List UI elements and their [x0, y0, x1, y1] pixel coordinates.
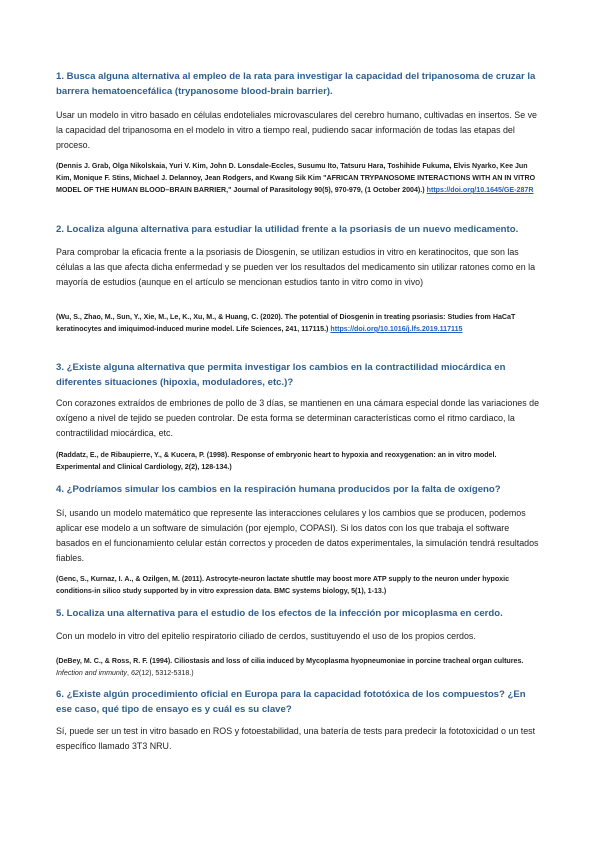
section-4 — [56, 482, 542, 497]
answer-5: Con un modelo in vitro del epitelio respiratorio ciliado de cerdos, sustituyendo el uso de los propios cerdos. — [56, 631, 476, 641]
reference-2-block — [56, 311, 542, 335]
reference-5-sep: , — [126, 669, 131, 677]
answer-5-block — [56, 629, 542, 644]
reference-2-link[interactable]: https://doi.org/10.1016/j.lfs.2019.117115 — [330, 325, 463, 333]
question-6: 6. ¿Existe algún procedimiento oficial en Europa para la capacidad fototóxica de los compuestos? ¿En ese caso, qué tipo de ensayo es y cuál es su clave? — [56, 689, 526, 715]
answer-1-block — [56, 108, 542, 153]
reference-3: (Raddatz, E., de Ribaupierre, Y., & Kucera, P. (1998). Response of embryonic heart to hypoxia and reoxygenation: an in vitro model. Experimental and Clinical Cardiology, 2(2), 128-134.) — [56, 451, 497, 471]
answer-1: Usar un modelo in vitro basado en células endoteliales microvasculares del cerebro humano, cultivadas en insertos. Se ve la capacidad del tripanosoma en el modelo in vitro a tiempo real, pudiendo sacar información de todas las etapas del proceso. — [56, 110, 537, 150]
answer-3-block — [56, 396, 542, 441]
reference-1-text: (Dennis J. Grab, Olga Nikolskaia, Yuri V. Kim, John D. Lonsdale-Eccles, Susumu Ito, Tatsuru Hara, Toshihide Fukuma, Elvis Nyarko, Kee Jun Kim, Monique F. Stins, Michael J. Delannoy, Jean Rodgers, and Kwang Sik Kim "AFRICAN TRYPANOSOME INTERACTIONS WITH AN IN VITRO MODEL OF THE HUMAN BLOOD–BRAIN BARRIER," Journal of Parasitology 90(5), 970-979, (1 October 2004).) — [56, 162, 536, 194]
section-5 — [56, 606, 542, 621]
question-3: 3. ¿Existe alguna alternativa que permita investigar los cambios en la contractilidad miocárdica en diferentes situaciones (hipoxia, moduladores, etc.)? — [56, 362, 506, 388]
question-1: 1. Busca alguna alternativa al empleo de la rata para investigar la capacidad del tripanosoma de cruzar la barrera hematoencefálica (trypanosome blood-brain barrier). — [56, 71, 536, 97]
section-3 — [56, 360, 542, 390]
reference-4-block — [56, 573, 542, 597]
question-4: 4. ¿Podríamos simular los cambios en la respiración humana producidos por la falta de oxígeno? — [56, 484, 501, 495]
answer-6-block — [56, 724, 542, 754]
answer-4-block — [56, 506, 542, 566]
reference-2-text: (Wu, S., Zhao, M., Sun, Y., Xie, M., Le, K., Xu, M., & Huang, C. (2020). The potential of Diosgenin in treating psoriasis: Studies from HaCaT keratinocytes and imiquimod-induced murine model. Life Sciences, 241, 117115.) — [56, 313, 516, 333]
reference-4: (Genc, S., Kurnaz, I. A., & Ozilgen, M. (2011). Astrocyte-neuron lactate shuttle may boost more ATP supply to the neuron under hypoxic conditions-in silico study supported by in vitro expression data. BMC systems biology, 5(1), 1-13.) — [56, 575, 510, 595]
question-5: 5. Localiza una alternativa para el estudio de los efectos de la infección por micoplasma en cerdo. — [56, 608, 503, 619]
question-2: 2. Localiza alguna alternativa para estudiar la utilidad frente a la psoriasis de un nuevo medicamento. — [56, 224, 519, 235]
reference-5-journal: Infection and immunity — [56, 669, 127, 677]
reference-1 — [56, 160, 542, 196]
section-1 — [56, 69, 542, 99]
reference-5-text: (DeBey, M. C., & Ross, R. F. (1994). Ciliostasis and loss of cilia induced by Mycoplasma hyopneumoniae in porcine tracheal organ cultures. — [56, 657, 524, 665]
reference-2 — [56, 311, 542, 335]
reference-1-block — [56, 160, 542, 196]
reference-5-pages: (12), 5312-5318.) — [138, 669, 194, 677]
section-6 — [56, 687, 542, 717]
answer-2-block — [56, 245, 542, 290]
reference-5 — [56, 655, 542, 679]
reference-1-link[interactable]: https://doi.org/10.1645/GE-287R — [426, 186, 534, 194]
reference-5-block — [56, 655, 542, 679]
reference-3-block — [56, 449, 542, 473]
answer-6: Sí, puede ser un test in vitro basado en ROS y fotoestabilidad, una batería de tests para predecir la fototoxicidad o un test específico llamado 3T3 NRU. — [56, 726, 536, 751]
section-2 — [56, 222, 542, 237]
reference-5-volume: 62 — [130, 669, 139, 677]
answer-3: Con corazones extraídos de embriones de pollo de 3 días, se mantienen en una cámara especial donde las variaciones de oxígeno a nivel de tejido se pueden controlar. De esta forma se determinan características como el ritmo cardiaco, la contractilidad miocárdica, etc. — [56, 398, 540, 438]
answer-2: Para comprobar la eficacia frente a la psoriasis de Diosgenin, se utilizan estudios in vitro en keratinocitos, que son las células a las que afecta dicha enfermedad y se pueden ver los resultados del medicamento sin utilizar ratones como en la mayoría de estudios (aunque en el artículo se mencionan estudios tanto in vitro como in vivo) — [56, 247, 536, 287]
answer-4: Sí, usando un modelo matemático que represente las interacciones celulares y los cambios que se producen, podemos aplicar ese modelo a un software de simulación (por ejemplo, COPASI). Si los datos con los que trabaja el software basados en el funcionamiento celular están correctos y proceden de datos experimentales, la simulación tendrá resultados fiables. — [56, 508, 539, 563]
